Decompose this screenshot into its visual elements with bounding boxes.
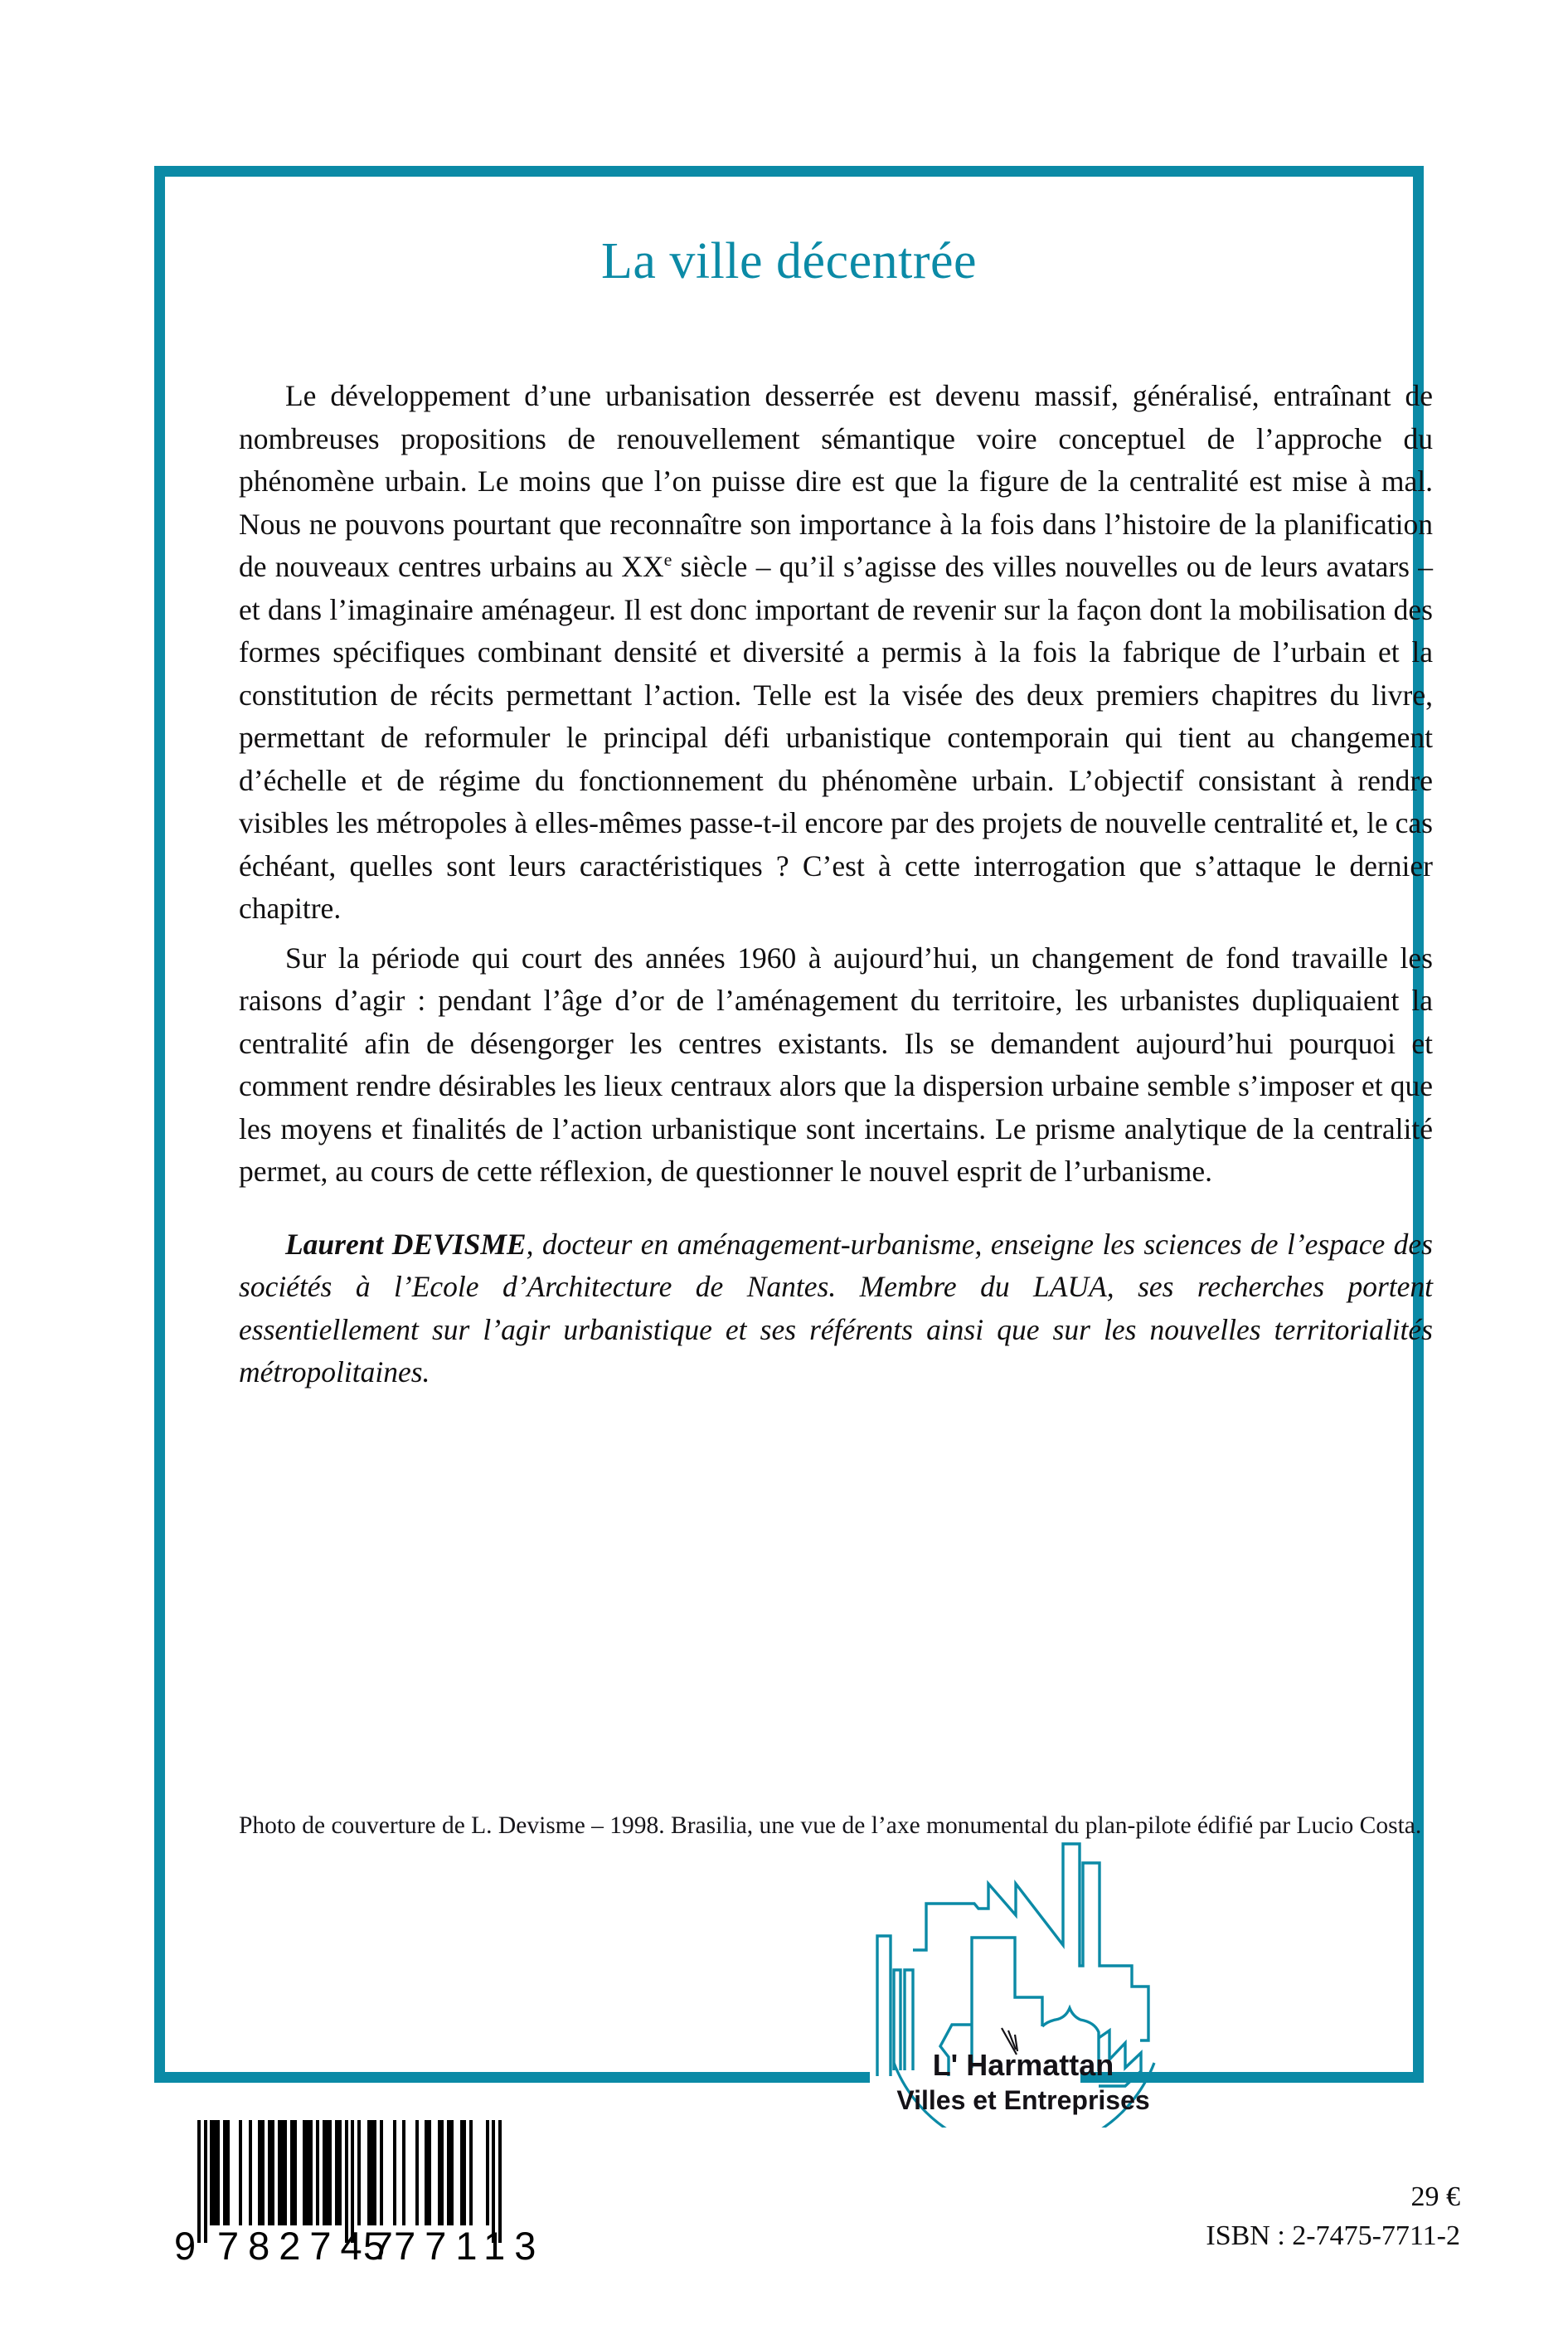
barcode-lead-digit: 9 bbox=[174, 2224, 197, 2268]
blurb-paragraph-1 bbox=[239, 375, 1433, 931]
isbn: ISBN : 2-7475-7711-2 bbox=[1206, 2220, 1460, 2251]
century-ordinal-superscript: e bbox=[663, 549, 672, 571]
page-title: La ville décentrée bbox=[600, 233, 978, 289]
photo-credit: Photo de couverture de L. Devisme – 1998. Brasilia, une vue de l’axe monumental du plan-pilote édifié par Lucio Costa. bbox=[239, 1812, 1422, 1839]
barcode-left-group: 782747 bbox=[217, 2224, 402, 2268]
price-and-isbn-block bbox=[1206, 2177, 1460, 2255]
publisher-wordmark: L' Harmattan bbox=[932, 2048, 1114, 2082]
publisher-logo bbox=[846, 1829, 1194, 2128]
back-cover-text-column bbox=[239, 375, 1433, 1401]
author-bio-paragraph bbox=[239, 1223, 1433, 1394]
price: 29 € bbox=[1410, 2181, 1460, 2212]
barcode-right-group: 577113 bbox=[363, 2224, 546, 2268]
blurb-paragraph-2: Sur la période qui court des années 1960 à aujourd’hui, un changement de fond travaille les raisons d’agir : pendant l’âge d’or de l’aménagement du territoire, les urbanistes dupliquaient la centralité afin de désengorger les centres existants. Ils se demandent aujourd’hui pourquoi et comment rendre désirables les lieux centraux alors que la dispersion urbaine semble s’imposer et que les moyens et finalités de l’action urbanistique sont incertains. Le prisme analytique de la centralité permet, au cours de cette réflexion, de questionner le nouvel esprit de l’urbanisme. bbox=[239, 941, 1433, 1188]
isbn-barcode bbox=[174, 2120, 546, 2269]
barcode-digits bbox=[174, 2223, 546, 2269]
publisher-collection-wordmark: Villes et Entreprises bbox=[896, 2085, 1150, 2115]
author-name: Laurent DEVISME bbox=[285, 1227, 527, 1261]
author-bio-text: , docteur en aménagement-urbanisme, enseigne les sciences de l’espace des sociétés à l’Ecole d’Architecture de Nantes. Membre du LAUA, ses recherches portent essentiellement sur l’agir urbanistique et ses référents ainsi que sur les nouvelles territorialités métropolitaines. bbox=[239, 1227, 1433, 1388]
blurb-paragraph-1-part-a: Le développement d’une urbanisation desserrée est devenu massif, généralisé, entraînant de nombreuses propositions de renouvellement sémantique voire conceptuel de l’approche du phénomène urbain. Le moins que l’on puisse dire est que la figure de la centralité est mise à mal. Nous ne pouvons pourtant que reconnaître son importance à la fois dans l’histoire de la planification de nouveaux centres urbains au XX bbox=[239, 379, 1433, 583]
blurb-paragraph-1-part-b: siècle – qu’il s’agisse des villes nouvelles ou de leurs avatars – et dans l’imaginaire aménageur. Il est donc important de revenir sur la façon dont la mobilisation des formes spécifiques combinant densité et diversité a permis à la fois la fabrique de l’urbain et la constitution de récits permettant l’action. Telle est la visée des deux premiers chapitres du livre, permettant de reformuler le principal défi urbanistique contemporain qui tient au changement d’échelle et de régime du fonctionnement du phénomène urbain. L’objectif consistant à rendre visibles les métropoles à elles-mêmes passe-t-il encore par des projets de nouvelle centralité et, le cas échéant, quelles sont leurs caractéristiques ? C’est à cette interrogation que s’attaque le dernier chapitre. bbox=[239, 550, 1434, 925]
